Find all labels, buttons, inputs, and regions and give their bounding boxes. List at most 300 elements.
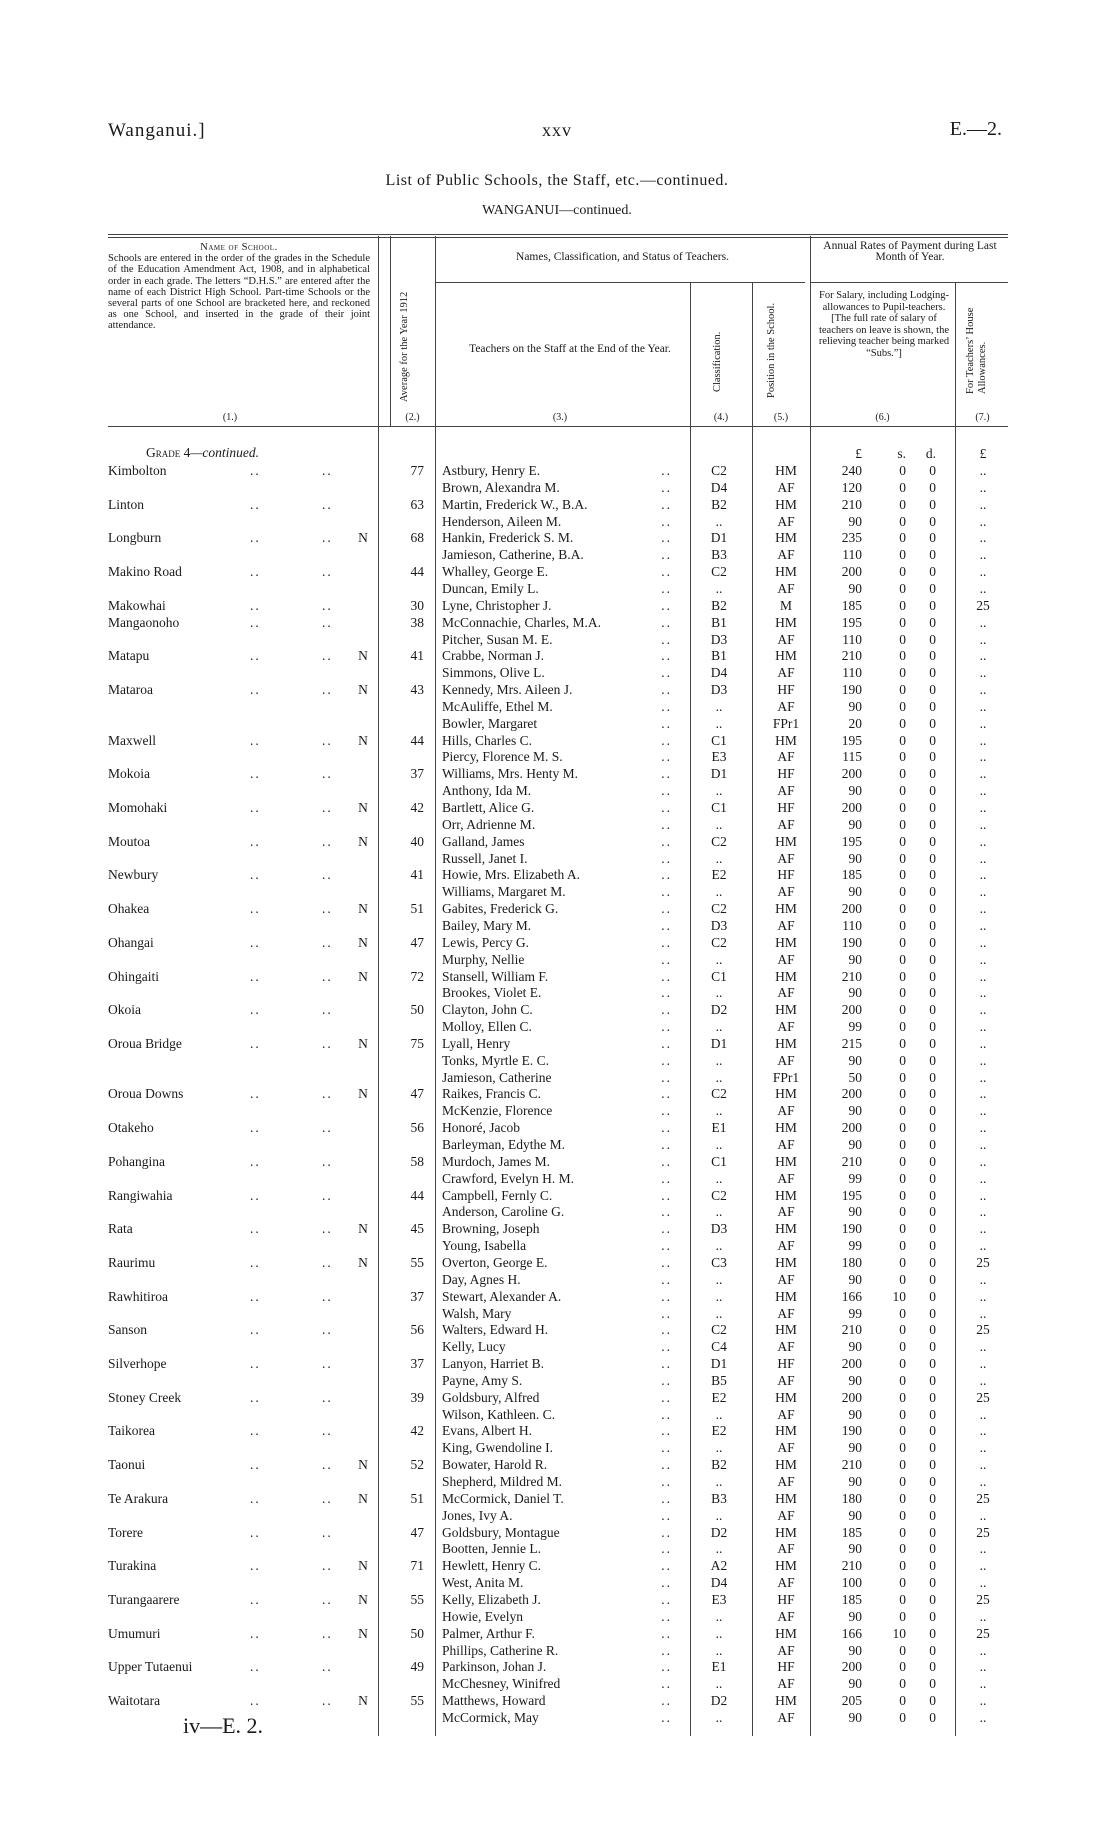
salary-shillings: 0 <box>899 1305 906 1321</box>
classification: C2 <box>711 1322 727 1338</box>
leader-dots: .. <box>250 1490 261 1506</box>
salary-shillings: 0 <box>899 732 906 748</box>
status-mark: N <box>358 901 368 917</box>
average-attendance: 44 <box>410 1187 424 1203</box>
pence-unit: d. <box>925 446 936 461</box>
classification: C2 <box>711 463 727 478</box>
average-attendance: 72 <box>410 968 424 984</box>
salary-shillings: 0 <box>899 1591 906 1607</box>
position: HF <box>777 1591 795 1607</box>
teacher-name: Shepherd, Mildred M. <box>442 1474 562 1489</box>
table-row <box>0 698 1114 715</box>
classification: C1 <box>711 1153 727 1169</box>
leader-dots: .. <box>250 1591 261 1607</box>
position: HM <box>775 1322 797 1338</box>
classification: C2 <box>711 564 727 580</box>
salary-pounds: 90 <box>848 698 862 714</box>
teacher-name: West, Anita M. <box>442 1575 524 1591</box>
teacher-name: Russell, Janet I. <box>442 850 528 866</box>
leader-dots: .. <box>322 1153 333 1169</box>
average-attendance: 49 <box>410 1659 424 1675</box>
col6-header: For Salary, including Lodging-allowances to Pupil-teachers. [The full rate of salary of teachers on leave is shown, the relieving teacher being marked “Subs.”] <box>818 290 950 359</box>
salary-pounds: 215 <box>841 1035 862 1051</box>
salary-pence: 0 <box>929 1389 936 1405</box>
salary-pounds: 20 <box>848 715 862 731</box>
leader-dots: .. <box>661 1204 672 1220</box>
leader-dots: .. <box>661 934 672 950</box>
school-name: Mataroa <box>108 682 153 698</box>
salary-pounds: 210 <box>841 1153 862 1169</box>
salary-pence: 0 <box>929 783 936 799</box>
house-allowance: .. <box>979 698 987 714</box>
school-name: Pohangina <box>108 1153 165 1169</box>
leader-dots: .. <box>322 901 333 917</box>
teacher-name: Molloy, Ellen C. <box>442 1019 532 1035</box>
salary-pence: 0 <box>929 597 936 613</box>
house-allowance: 25 <box>976 1254 990 1270</box>
house-allowance: .. <box>979 665 987 681</box>
salary-pence: 0 <box>929 1356 936 1372</box>
house-allowance: .. <box>979 463 987 478</box>
leader-dots: .. <box>661 1642 672 1658</box>
salary-pounds: 166 <box>841 1288 862 1304</box>
salary-pence: 0 <box>929 1659 936 1675</box>
table-row <box>0 529 1114 546</box>
house-allowance: .. <box>979 1086 987 1102</box>
table-row <box>0 647 1114 664</box>
position: AF <box>777 1103 795 1119</box>
position: AF <box>777 631 795 647</box>
grade-label: Grade 4 <box>146 445 191 460</box>
teacher-name: Clayton, John C. <box>442 1002 533 1018</box>
salary-pounds: 200 <box>841 564 862 580</box>
salary-pounds: 110 <box>842 631 862 647</box>
leader-dots: .. <box>661 1389 672 1405</box>
salary-pounds: 90 <box>848 1676 862 1692</box>
salary-pence: 0 <box>929 1204 936 1220</box>
leader-dots: .. <box>661 1120 672 1136</box>
table-row <box>0 1389 1114 1406</box>
average-attendance: 40 <box>410 833 424 849</box>
salary-shillings: 0 <box>899 1170 906 1186</box>
table-row <box>0 1625 1114 1642</box>
col1-title: Name of School. <box>200 242 278 253</box>
salary-shillings: 0 <box>899 1406 906 1422</box>
leader-dots: .. <box>322 496 333 512</box>
house-allowance: .. <box>979 833 987 849</box>
salary-pence: 0 <box>929 1120 936 1136</box>
leader-dots: .. <box>322 1659 333 1675</box>
leader-dots: .. <box>661 1625 672 1641</box>
leader-dots: .. <box>322 1423 333 1439</box>
table-row <box>0 883 1114 900</box>
salary-shillings: 0 <box>899 1541 906 1557</box>
salary-pounds: 200 <box>841 1086 862 1102</box>
classification: .. <box>715 1019 723 1035</box>
position: AF <box>777 1271 795 1287</box>
position: HM <box>775 1221 797 1237</box>
position: HM <box>775 614 797 630</box>
classification: .. <box>715 580 723 596</box>
average-attendance: 63 <box>410 496 424 512</box>
position: HM <box>775 530 797 546</box>
classification: .. <box>715 1052 723 1068</box>
average-attendance: 41 <box>410 648 424 664</box>
house-allowance: .. <box>979 934 987 950</box>
salary-pence: 0 <box>929 631 936 647</box>
house-allowance: .. <box>979 951 987 967</box>
teacher-name: Hewlett, Henry C. <box>442 1558 541 1574</box>
leader-dots: .. <box>250 597 261 613</box>
average-attendance: 52 <box>410 1457 424 1473</box>
table-row <box>0 664 1114 681</box>
house-allowance: .. <box>979 1204 987 1220</box>
classification: .. <box>715 816 723 832</box>
position: AF <box>777 547 795 563</box>
house-allowance: .. <box>979 530 987 546</box>
position: AF <box>777 1238 795 1254</box>
table-row <box>0 732 1114 749</box>
salary-pounds: 166 <box>841 1625 862 1641</box>
leader-dots: .. <box>661 614 672 630</box>
position: AF <box>777 1676 795 1692</box>
salary-pounds: 210 <box>841 496 862 512</box>
salary-shillings: 0 <box>899 917 906 933</box>
salary-pence: 0 <box>929 766 936 782</box>
table-row <box>0 462 1114 479</box>
salary-pence: 0 <box>929 1372 936 1388</box>
salary-pence: 0 <box>929 715 936 731</box>
classification: E2 <box>711 1423 727 1439</box>
salary-pence: 0 <box>929 1676 936 1692</box>
salary-shillings: 0 <box>899 1002 906 1018</box>
house-allowance: .. <box>979 1507 987 1523</box>
leader-dots: .. <box>250 1625 261 1641</box>
classification: D4 <box>710 1575 728 1591</box>
classification: E3 <box>711 1591 727 1607</box>
salary-pounds: 200 <box>841 1002 862 1018</box>
salary-shillings: 0 <box>899 833 906 849</box>
salary-pounds: 200 <box>841 1356 862 1372</box>
average-attendance: 55 <box>410 1254 424 1270</box>
average-attendance: 68 <box>410 530 424 546</box>
salary-pounds: 240 <box>841 463 862 478</box>
leader-dots: .. <box>661 917 672 933</box>
leader-dots: .. <box>322 1591 333 1607</box>
average-attendance: 77 <box>410 463 424 478</box>
classification: D3 <box>710 1221 728 1237</box>
salary-pounds: 195 <box>841 732 862 748</box>
position: HF <box>777 800 795 815</box>
leader-dots: .. <box>661 850 672 866</box>
status-mark: N <box>358 1591 368 1607</box>
classification: .. <box>715 1406 723 1422</box>
table-row <box>0 1052 1114 1069</box>
page-footer: iv—E. 2. <box>183 1713 264 1738</box>
house-allowance: .. <box>979 766 987 782</box>
school-name: Ohangai <box>108 934 154 950</box>
salary-pounds: 115 <box>842 749 862 765</box>
table-row <box>0 1136 1114 1153</box>
classification: E1 <box>711 1120 727 1136</box>
leader-dots: .. <box>322 1356 333 1372</box>
salary-pounds: 90 <box>848 1339 862 1355</box>
leader-dots: .. <box>661 1221 672 1237</box>
leader-dots: .. <box>250 682 261 698</box>
table-row <box>0 816 1114 833</box>
pound-unit: £ <box>855 446 862 461</box>
school-name: Taikorea <box>108 1423 156 1439</box>
position: HM <box>775 1693 797 1709</box>
salary-pence: 0 <box>929 1170 936 1186</box>
classification: C1 <box>711 800 727 815</box>
salary-pounds: 99 <box>848 1170 862 1186</box>
salary-shillings: 0 <box>899 547 906 563</box>
leader-dots: .. <box>322 1288 333 1304</box>
position: HF <box>777 1659 795 1675</box>
salary-shillings: 0 <box>899 682 906 698</box>
leader-dots: .. <box>250 766 261 782</box>
col67-group-header: Annual Rates of Payment during Last Month of Year. <box>823 240 997 263</box>
col-number-1: (1.) <box>222 412 238 423</box>
house-allowance: .. <box>979 816 987 832</box>
salary-pounds: 110 <box>842 547 862 563</box>
teacher-name: Astbury, Henry E. <box>442 463 541 478</box>
leader-dots: .. <box>661 547 672 563</box>
leader-dots: .. <box>661 1086 672 1102</box>
leader-dots: .. <box>322 1693 333 1709</box>
classification: D3 <box>710 631 728 647</box>
leader-dots: .. <box>661 580 672 596</box>
leader-dots: .. <box>322 968 333 984</box>
table-row <box>0 1507 1114 1524</box>
position: FPr1 <box>772 715 800 731</box>
position: AF <box>777 1339 795 1355</box>
table-row <box>0 631 1114 648</box>
teacher-name: Phillips, Catherine R. <box>442 1642 559 1658</box>
leader-dots: .. <box>661 513 672 529</box>
classification: D3 <box>710 917 728 933</box>
leader-dots: .. <box>250 901 261 917</box>
table-row <box>0 1540 1114 1557</box>
teacher-name: Browning, Joseph <box>442 1221 540 1237</box>
teacher-name: Gabites, Frederick G. <box>442 901 559 917</box>
salary-pence: 0 <box>929 1440 936 1456</box>
salary-pounds: 110 <box>842 665 862 681</box>
salary-pence: 0 <box>929 749 936 765</box>
leader-dots: .. <box>322 732 333 748</box>
teacher-name: Pitcher, Susan M. E. <box>442 631 553 647</box>
salary-pence: 0 <box>929 547 936 563</box>
house-allowance: .. <box>979 1575 987 1591</box>
status-mark: N <box>358 800 368 815</box>
salary-pence: 0 <box>929 1709 936 1725</box>
leader-dots: .. <box>322 1625 333 1641</box>
col67-group-rule <box>810 282 1008 283</box>
average-attendance: 58 <box>410 1153 424 1169</box>
status-mark: N <box>358 968 368 984</box>
salary-shillings: 0 <box>899 1339 906 1355</box>
salary-pence: 0 <box>929 665 936 681</box>
classification: .. <box>715 1642 723 1658</box>
status-mark: N <box>358 732 368 748</box>
classification: D1 <box>710 1356 728 1372</box>
school-name: Otakeho <box>108 1120 154 1136</box>
house-allowance: .. <box>979 715 987 731</box>
teacher-name: Bailey, Mary M. <box>442 917 532 933</box>
teacher-name: Walters, Edward H. <box>442 1322 549 1338</box>
salary-pence: 0 <box>929 1019 936 1035</box>
leader-dots: .. <box>250 934 261 950</box>
house-allowance: .. <box>979 783 987 799</box>
house-allowance: .. <box>979 1474 987 1489</box>
teacher-name: Henderson, Aileen M. <box>442 513 562 529</box>
teacher-name: Duncan, Emily L. <box>442 580 539 596</box>
salary-shillings: 0 <box>899 1423 906 1439</box>
salary-pence: 0 <box>929 496 936 512</box>
col-divider-1b <box>390 236 391 426</box>
house-allowance: 25 <box>976 1322 990 1338</box>
house-allowance: .. <box>979 1406 987 1422</box>
classification: C3 <box>711 1254 727 1270</box>
teacher-name: Kelly, Elizabeth J. <box>442 1591 541 1607</box>
salary-pounds: 99 <box>848 1238 862 1254</box>
salary-pounds: 110 <box>842 917 862 933</box>
leader-dots: .. <box>661 463 672 478</box>
position: HM <box>775 1187 797 1203</box>
leader-dots: .. <box>661 479 672 495</box>
classification: .. <box>715 1137 723 1152</box>
position: AF <box>777 850 795 866</box>
leader-dots: .. <box>661 564 672 580</box>
teacher-name: Matthews, Howard <box>442 1693 546 1709</box>
salary-shillings: 0 <box>899 766 906 782</box>
leader-dots: .. <box>661 1507 672 1523</box>
house-allowance: .. <box>979 1423 987 1439</box>
table-row <box>0 1574 1114 1591</box>
house-allowance: .. <box>979 1440 987 1456</box>
teacher-name: Jamieson, Catherine <box>442 1069 552 1085</box>
position: HM <box>775 732 797 748</box>
table-row <box>0 1170 1114 1187</box>
position: HM <box>775 1035 797 1051</box>
salary-pence: 0 <box>929 985 936 1001</box>
table-row <box>0 866 1114 883</box>
classification: D1 <box>710 766 728 782</box>
teacher-name: King, Gwendoline I. <box>442 1440 553 1456</box>
leader-dots: .. <box>661 749 672 765</box>
salary-shillings: 0 <box>899 1693 906 1709</box>
salary-shillings: 0 <box>899 749 906 765</box>
status-mark: N <box>358 1490 368 1506</box>
salary-pence: 0 <box>929 682 936 698</box>
position: AF <box>777 1305 795 1321</box>
leader-dots: .. <box>250 496 261 512</box>
house-allowance: .. <box>979 614 987 630</box>
leader-dots: .. <box>661 816 672 832</box>
salary-shillings: 0 <box>899 968 906 984</box>
leader-dots: .. <box>250 463 261 478</box>
house-allowance: .. <box>979 1642 987 1658</box>
classification: B2 <box>711 1457 727 1473</box>
salary-shillings: 0 <box>899 1221 906 1237</box>
classification: B3 <box>711 1490 727 1506</box>
average-attendance: 45 <box>410 1221 424 1237</box>
average-attendance: 55 <box>410 1591 424 1607</box>
school-name: Makowhai <box>108 597 166 613</box>
leader-dots: .. <box>322 1457 333 1473</box>
school-name: Sanson <box>108 1322 148 1338</box>
shilling-unit: s. <box>897 446 906 461</box>
salary-pence: 0 <box>929 884 936 900</box>
salary-pounds: 210 <box>841 648 862 664</box>
position: HF <box>777 1356 795 1372</box>
leader-dots: .. <box>250 614 261 630</box>
leader-dots: .. <box>661 1676 672 1692</box>
table-row <box>0 1608 1114 1625</box>
position: AF <box>777 816 795 832</box>
salary-shillings: 0 <box>899 783 906 799</box>
classification: B2 <box>711 496 727 512</box>
position: HM <box>775 564 797 580</box>
house-allowance: .. <box>979 867 987 883</box>
house-allowance: .. <box>979 479 987 495</box>
salary-pence: 0 <box>929 1035 936 1051</box>
salary-pounds: 190 <box>841 682 862 698</box>
classification: C1 <box>711 968 727 984</box>
classification: .. <box>715 783 723 799</box>
position: AF <box>777 580 795 596</box>
salary-shillings: 0 <box>899 1575 906 1591</box>
house-allowance: .. <box>979 1153 987 1169</box>
salary-pounds: 185 <box>841 1591 862 1607</box>
salary-shillings: 0 <box>899 951 906 967</box>
classification: D2 <box>710 1524 728 1540</box>
position: AF <box>777 917 795 933</box>
house-allowance: .. <box>979 513 987 529</box>
leader-dots: .. <box>661 1558 672 1574</box>
leader-dots: .. <box>661 715 672 731</box>
table-row <box>0 715 1114 732</box>
salary-pounds: 90 <box>848 1440 862 1456</box>
leader-dots: .. <box>661 1591 672 1607</box>
house-allowance: .. <box>979 496 987 512</box>
salary-pence: 0 <box>929 1103 936 1119</box>
table-row <box>0 1557 1114 1574</box>
teacher-name: Bartlett, Alice G. <box>442 800 535 815</box>
salary-pence: 0 <box>929 800 936 815</box>
salary-pounds: 90 <box>848 985 862 1001</box>
salary-shillings: 0 <box>899 698 906 714</box>
salary-shillings: 0 <box>899 715 906 731</box>
salary-shillings: 0 <box>899 934 906 950</box>
teacher-name: Evans, Albert H. <box>442 1423 532 1439</box>
leader-dots: .. <box>661 1423 672 1439</box>
leader-dots: .. <box>322 648 333 664</box>
house-allowance: 25 <box>976 1524 990 1540</box>
average-attendance: 71 <box>410 1558 424 1574</box>
position: AF <box>777 884 795 900</box>
leader-dots: .. <box>661 732 672 748</box>
salary-pence: 0 <box>929 479 936 495</box>
house-allowance: .. <box>979 1676 987 1692</box>
teacher-name: Goldsbury, Montague <box>442 1524 560 1540</box>
leader-dots: .. <box>322 564 333 580</box>
salary-shillings: 0 <box>899 1457 906 1473</box>
salary-shillings: 0 <box>899 479 906 495</box>
salary-shillings: 0 <box>899 614 906 630</box>
school-name: Kimbolton <box>108 463 167 478</box>
